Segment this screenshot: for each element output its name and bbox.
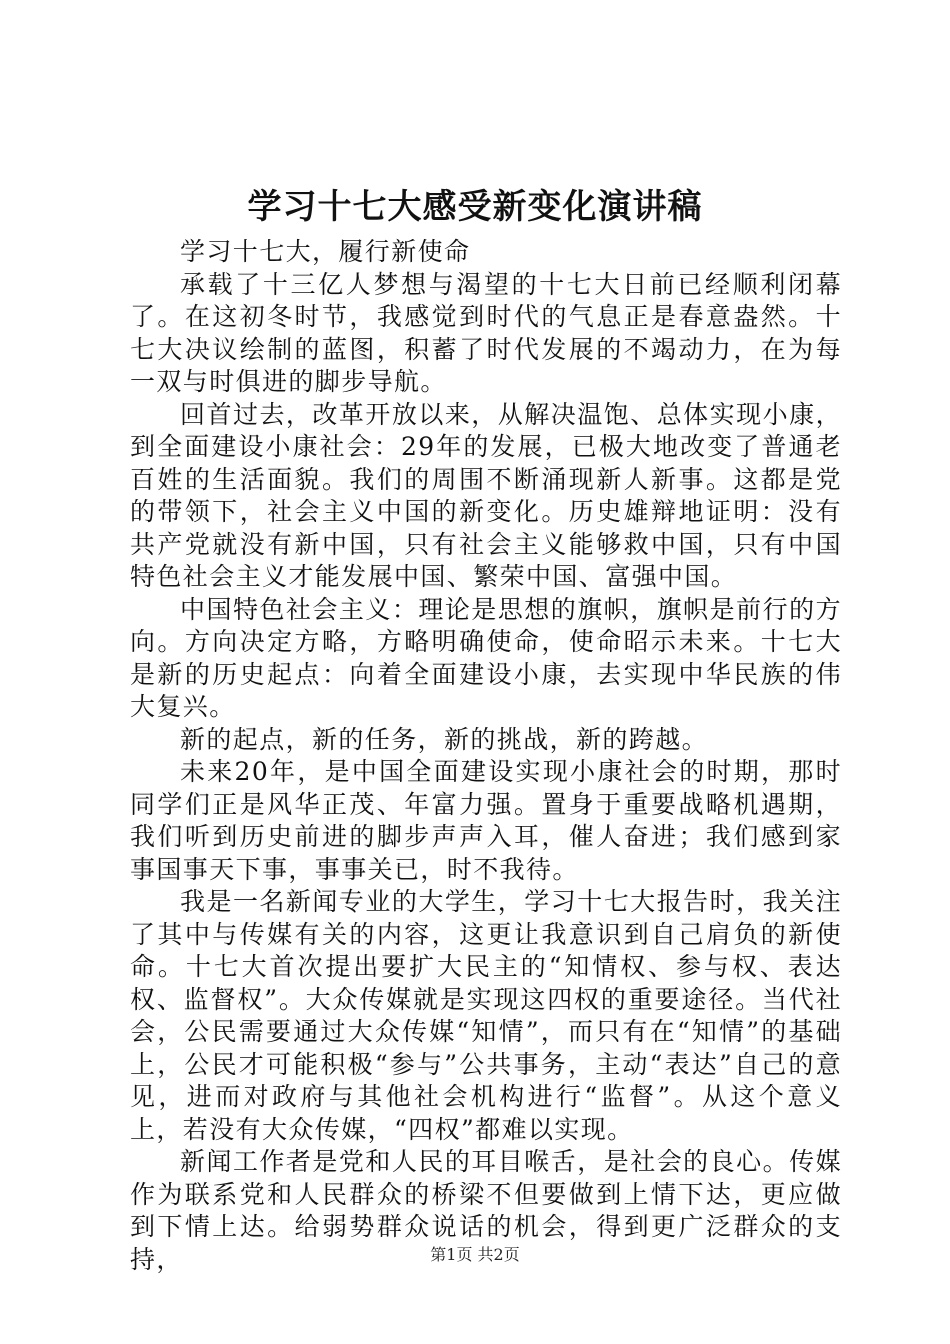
paragraph: 承载了十三亿人梦想与渴望的十七大日前已经顺利闭幕了。在这初冬时节，我感觉到时代的气息正是春意盎然。十七大决议绘制的蓝图，积蓄了时代发展的不竭动力，在为每一双与时俱进的脚步导航。 — [130, 269, 842, 396]
paragraph: 我是一名新闻专业的大学生，学习十七大报告时，我关注了其中与传媒有关的内容，这更让我意识到自己肩负的新使命。十七大首次提出要扩大民主的“知情权、参与权、表达权、监督权”。大众传媒就是实现这四权的重要途径。当代社会，公民需要通过大众传媒“知情”，而只有在“知情”的基础上，公民才可能积极“参与”公共事务，主动“表达”自己的意见，进而对政府与其他社会机构进行“监督”。从这个意义上，若没有大众传媒，“四权”都难以实现。 — [130, 887, 842, 1144]
document-title: 学习十七大感受新变化演讲稿 — [247, 187, 703, 227]
paragraph: 新的起点，新的任务，新的挑战，新的跨越。 — [180, 724, 709, 754]
paragraph: 中国特色社会主义：理论是思想的旗帜，旗帜是前行的方向。方向决定方略，方略明确使命，使命昭示未来。十七大是新的历史起点：向着全面建设小康，去实现中华民族的伟大复兴。 — [130, 594, 842, 721]
paragraph: 未来20年，是中国全面建设实现小康社会的时期，那时同学们正是风华正茂、年富力强。置身于重要战略机遇期，我们听到历史前进的脚步声声入耳，催人奋进；我们感到家事国事天下事，事事关已，时不我待。 — [130, 757, 842, 884]
paragraph: 新闻工作者是党和人民的耳目喉舌，是社会的良心。传媒作为联系党和人民群众的桥梁不但要做到上情下达，更应做到下情上达。给弱势群众说话的机会，得到更广泛群众的支持， — [130, 1147, 842, 1274]
paragraph: 回首过去，改革开放以来，从解决温饱、总体实现小康，到全面建设小康社会：29年的发展，已极大地改变了普通老百姓的生活面貌。我们的周围不断涌现新人新事。这都是党的带领下，社会主义中国的新变化。历史雄辩地证明：没有共产党就没有新中国，只有社会主义能够救中国，只有中国特色社会主义才能发展中国、繁荣中国、富强中国。 — [130, 399, 842, 591]
paragraph-subtitle: 学习十七大，履行新使命 — [180, 237, 471, 266]
page-number-footer: 第1页 共2页 — [430, 1245, 520, 1264]
document-body — [130, 236, 842, 1276]
